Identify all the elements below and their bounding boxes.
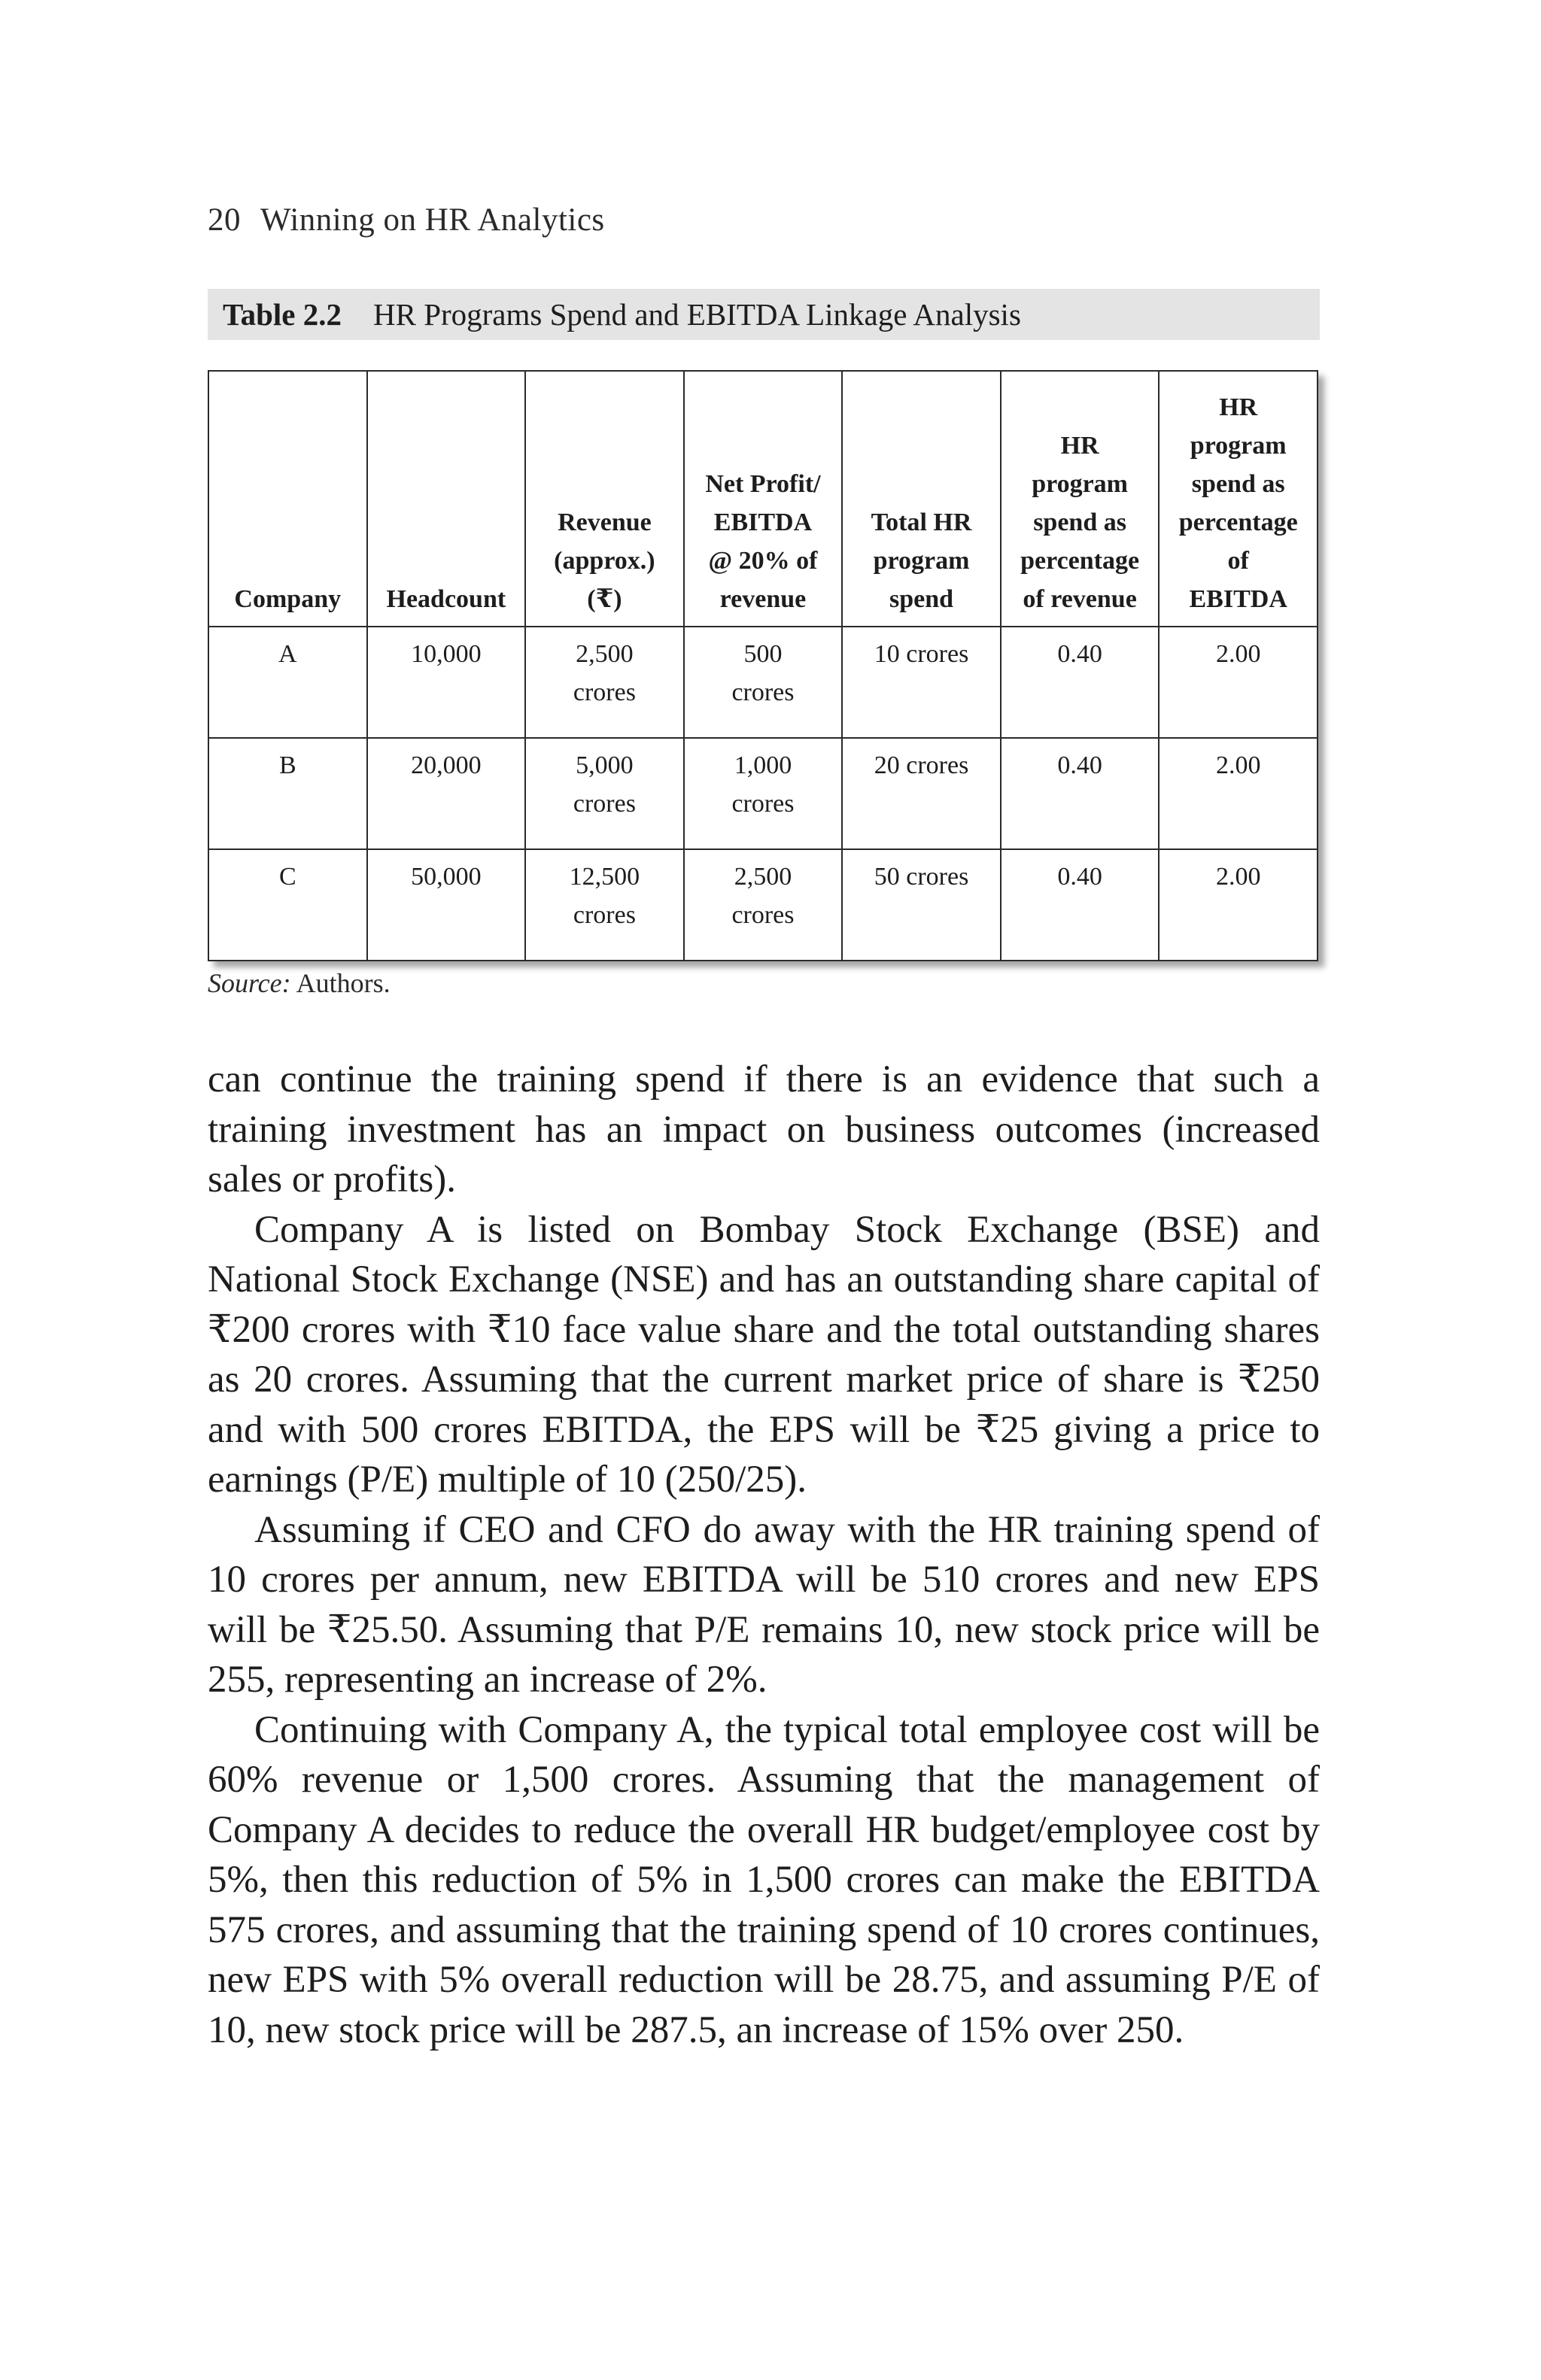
header-company: Company bbox=[208, 371, 367, 627]
cell-total-hr-spend: 50 crores bbox=[842, 849, 1001, 961]
cell-net-profit: 500 crores bbox=[684, 627, 843, 738]
cell-total-hr-spend: 10 crores bbox=[842, 627, 1001, 738]
header-net-profit: Net Profit/ EBITDA @ 20% of revenue bbox=[684, 371, 843, 627]
table-header-row bbox=[208, 371, 1318, 627]
table-caption bbox=[208, 289, 1320, 340]
paragraph: can continue the training spend if there is an evidence that such a training investment has an impact on business outcomes (increased sales or profits). bbox=[208, 1058, 1320, 1201]
paragraph: Company A is listed on Bombay Stock Exchange (BSE) and National Stock Exchange (NSE) and has an outstanding share capital of ₹200 crores with ₹10 face value share and the total outstanding shares as 20 crores. Assuming that the current market price of share is ₹250 and with 500 crores EBITDA, the EPS will be ₹25 giving a price to earnings (P/E) multiple of 10 (250/25). bbox=[208, 1208, 1320, 1501]
cell-spend-pct-ebitda: 2.00 bbox=[1159, 849, 1318, 961]
running-head bbox=[208, 202, 605, 238]
cell-net-profit: 1,000 crores bbox=[684, 738, 843, 849]
cell-spend-pct-revenue: 0.40 bbox=[1001, 738, 1160, 849]
cell-spend-pct-revenue: 0.40 bbox=[1001, 627, 1160, 738]
header-spend-pct-revenue: HR program spend as percentage of revenue bbox=[1001, 371, 1160, 627]
table-row bbox=[208, 849, 1318, 961]
cell-revenue: 12,500 crores bbox=[525, 849, 684, 961]
source-text: Authors. bbox=[290, 968, 391, 998]
cell-total-hr-spend: 20 crores bbox=[842, 738, 1001, 849]
cell-spend-pct-ebitda: 2.00 bbox=[1159, 627, 1318, 738]
cell-revenue: 5,000 crores bbox=[525, 738, 684, 849]
source-label: Source: bbox=[208, 968, 291, 998]
paragraph: Assuming if CEO and CFO do away with the HR training spend of 10 crores per annum, new EBITDA will be 510 crores and new EPS will be ₹25.50. Assuming that P/E remains 10, new stock price will be 255, representing an increase of 2%. bbox=[208, 1508, 1320, 1701]
book-title: Winning on HR Analytics bbox=[260, 202, 605, 238]
cell-net-profit: 2,500 crores bbox=[684, 849, 843, 961]
cell-revenue: 2,500 crores bbox=[525, 627, 684, 738]
table-number: Table 2.2 bbox=[223, 297, 342, 332]
cell-spend-pct-ebitda: 2.00 bbox=[1159, 738, 1318, 849]
cell-company: B bbox=[208, 738, 367, 849]
cell-headcount: 20,000 bbox=[367, 738, 526, 849]
table-source bbox=[208, 967, 391, 999]
table-row bbox=[208, 627, 1318, 738]
header-spend-pct-ebitda: HR program spend as percentage of EBITDA bbox=[1159, 371, 1318, 627]
header-total-hr-spend: Total HR program spend bbox=[842, 371, 1001, 627]
page-number: 20 bbox=[208, 202, 241, 238]
paragraph: Continuing with Company A, the typical total employee cost will be 60% revenue or 1,500 crores. Assuming that the management of Company A decides to reduce the overall HR budget/employee cost by 5%, then this reduction of 5% in 1,500 crores can make the EBITDA 575 crores, and assuming that the training spend of 10 crores continues, new EPS with 5% overall reduction will be 28.75, and assuming P/E of 10, new stock price will be 287.5, an increase of 15% over 250. bbox=[208, 1708, 1320, 2051]
table-container bbox=[208, 370, 1318, 961]
cell-headcount: 10,000 bbox=[367, 627, 526, 738]
hr-spend-table bbox=[208, 370, 1318, 961]
cell-headcount: 50,000 bbox=[367, 849, 526, 961]
cell-company: A bbox=[208, 627, 367, 738]
table-row bbox=[208, 738, 1318, 849]
header-revenue: Revenue (approx.) (₹) bbox=[525, 371, 684, 627]
cell-company: C bbox=[208, 849, 367, 961]
cell-spend-pct-revenue: 0.40 bbox=[1001, 849, 1160, 961]
table-title: HR Programs Spend and EBITDA Linkage Analysis bbox=[372, 297, 1021, 332]
body-text bbox=[208, 1055, 1320, 2055]
header-headcount: Headcount bbox=[367, 371, 526, 627]
